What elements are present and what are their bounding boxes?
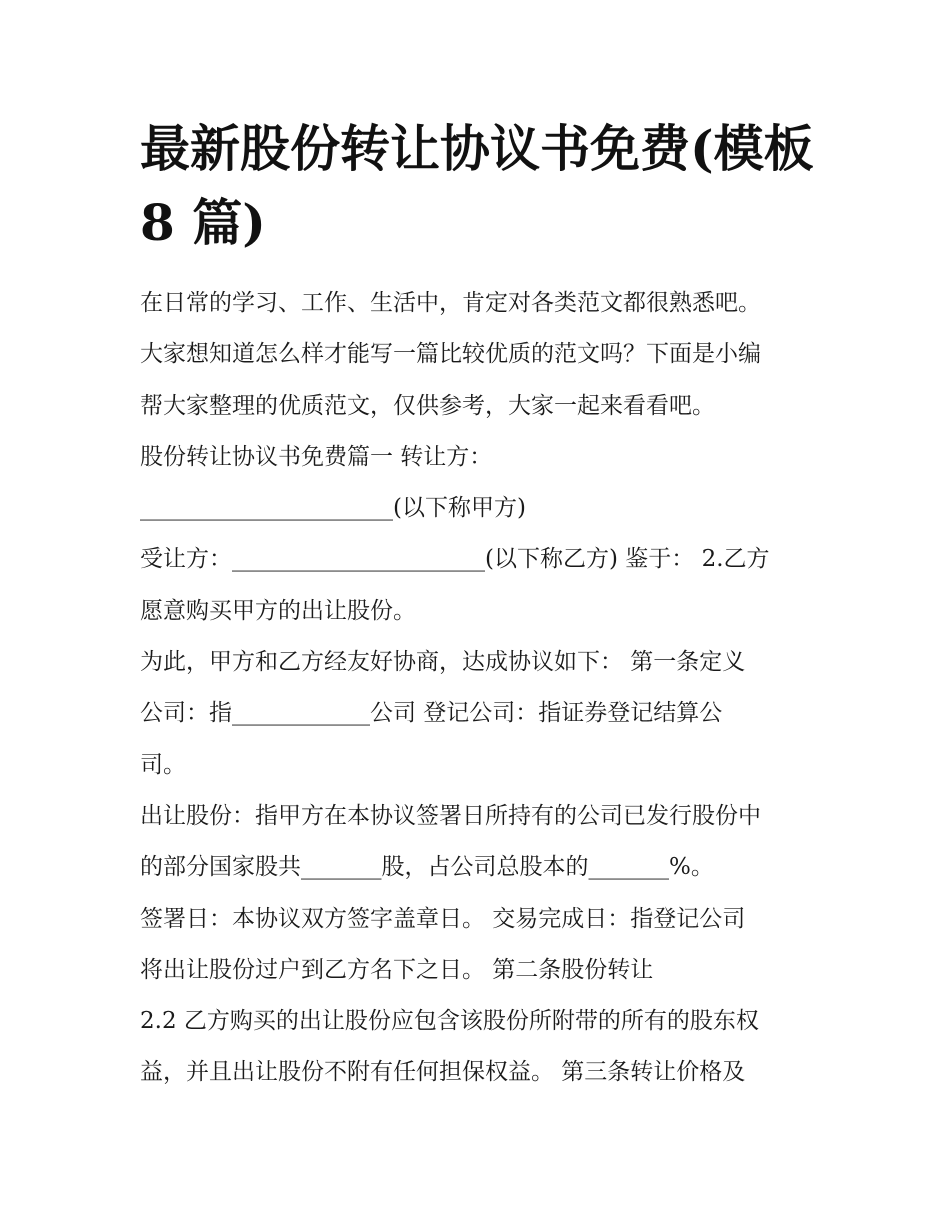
body-line: 股份转让协议书免费篇一 转让方： (140, 443, 493, 470)
title-line: 最新股份转让协议书免费(模板 (140, 119, 814, 178)
body-line: 将出让股份过户到乙方名下之日。 第二条股份转让 (140, 956, 654, 983)
body-line: 在日常的学习、工作、生活中，肯定对各类范文都很熟悉吧。 (140, 290, 761, 316)
body-line: 2.2 乙方购买的出让股份应包含该股份所附带的所有的股东权 (140, 1008, 759, 1035)
body-line: 的部分国家股共_______股，占公司总股本的_______%。 (140, 854, 714, 881)
body-line: 签署日：本协议双方签字盖章日。 交易完成日：指登记公司 (140, 905, 746, 932)
body-line: 司。 (140, 751, 186, 778)
body-line: 出让股份：指甲方在本协议签署日所持有的公司已发行股份中 (140, 802, 761, 829)
body-line: 帮大家整理的优质范文，仅供参考，大家一起来看看吧。 (140, 392, 715, 419)
body-line: ______________________(以下称甲方) (140, 495, 526, 522)
document-body (140, 278, 840, 1099)
body-line: 受让方：______________________(以下称乙方) 鉴于： 2.乙方 (140, 546, 770, 573)
title-line: 8 篇) (140, 193, 266, 252)
body-line: 为此，甲方和乙方经友好协商，达成协议如下： 第一条定义 (140, 649, 746, 676)
body-line: 愿意购买甲方的出让股份。 (140, 597, 416, 624)
document-title (140, 112, 830, 260)
body-line: 公司：指____________公司 登记公司：指证券登记结算公 (140, 700, 723, 727)
body-line: 大家想知道怎么样才能写一篇比较优质的范文吗？下面是小编 (140, 341, 761, 368)
body-line: 益，并且出让股份不附有任何担保权益。 第三条转让价格及 (140, 1059, 746, 1086)
